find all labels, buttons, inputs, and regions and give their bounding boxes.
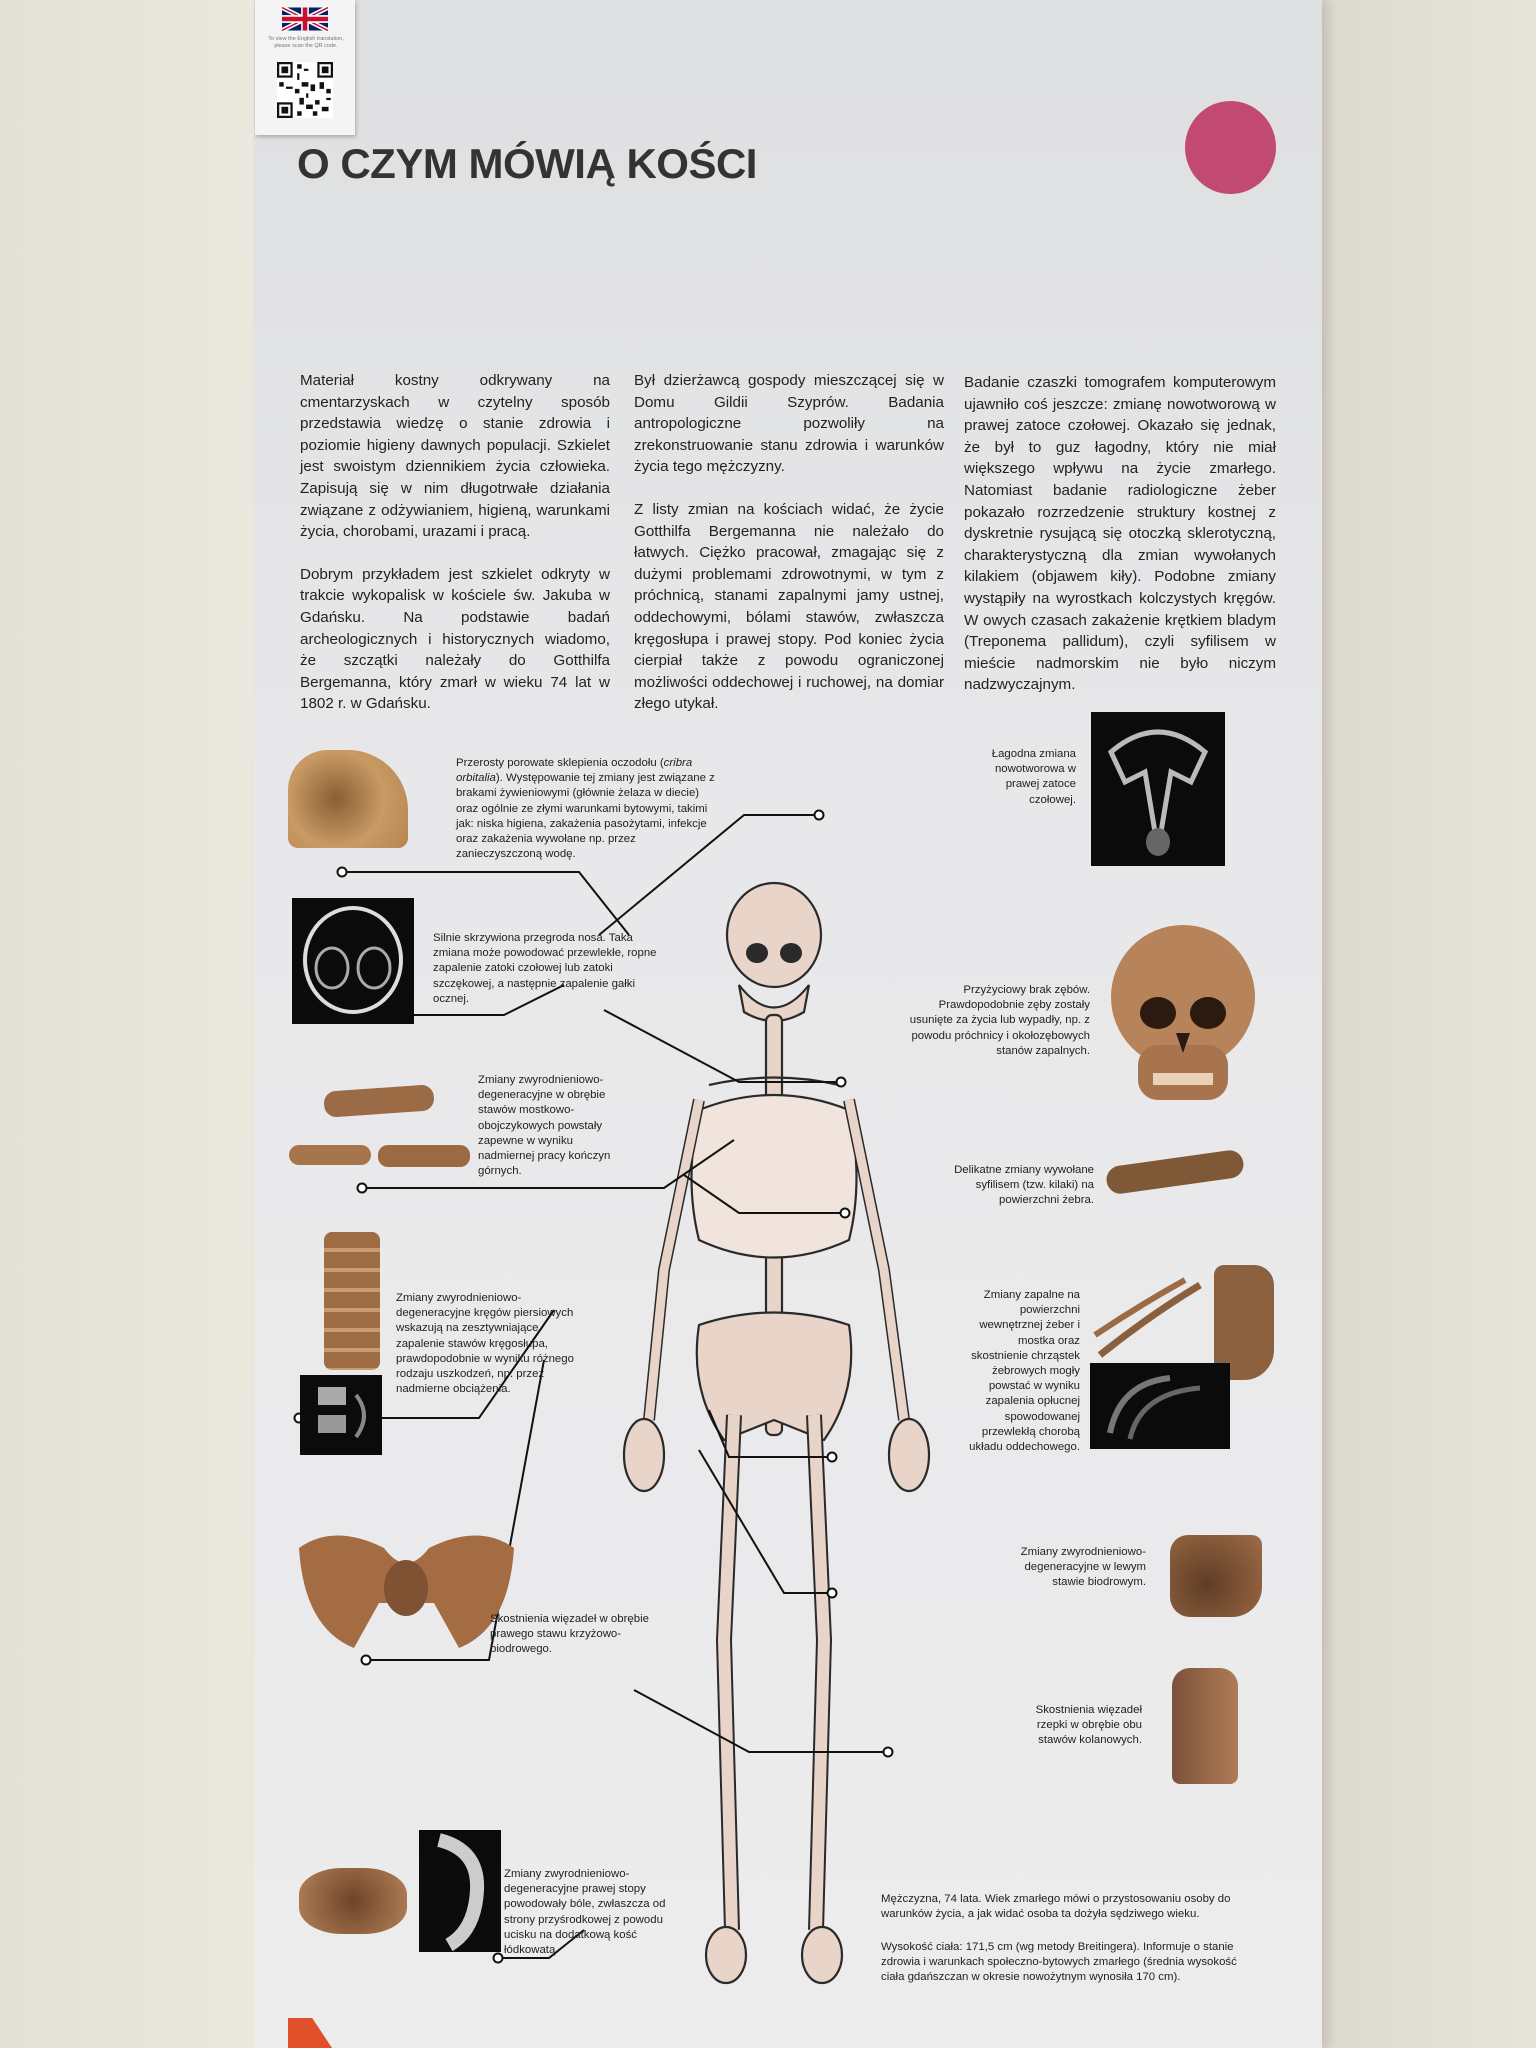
paragraph: Z listy zmian na kościach widać, że życie Gotthilfa Bergemanna nie należało do łatwych. Ciężko pracował, zmagając się z dużymi problemami zdrowotnymi, w tym z próchnicą, stanami zapalnymi jamy ustnej, oddechowymi, bólami stawów, zwłaszcza kręgosłupa i prawej stopy. Pod koniec życia cierpiał także z powodu ograniczonej możliwości oddechowej i ruchowej, na domiar złego utykał. xyxy=(634,500,944,713)
annotation-teeth: Przyżyciowy brak zębów. Prawdopodobnie zęby zostały usunięte za życia lub wypadły, np. z powodu próchnicy i okołozębowych stanów zapalnych. xyxy=(909,984,1090,1057)
annotation-foot: Zmiany zwyrodnieniowo-degeneracyjne prawej stopy powodowały bóle, zwłaszcza od strony przyśrodkowej z powodu ucisku na dodatkową kość łódkowatą. xyxy=(504,1868,666,1957)
page-title: O CZYM MÓWIĄ KOŚCI xyxy=(297,140,757,187)
paragraph: Badanie czaszki tomografem komputerowym ujawniło coś jeszcze: zmianę nowotworową w prawej zatoce czołowej. Okazało się jednak, że był to guz łagodny, który nie miał większego wpływu na życie zmarłego. Natomiast badanie radiologiczne żeber pokazało rozrzedzenie struktury kostnej z dyskretnie rysującą się otoczką sklerotyczną, charakterystyczną dla zmian wywołanych kilakiem (objawem kiły). Podobne zmiany wystąpiły na wyrostkach kolczystych kręgów. W owych czasach zakażenie krętkiem bladym (Treponema pallidum), czyli syfilisem w mieście nadmorskim nie było niczym nadzwyczajnym. xyxy=(964,374,1276,694)
skull-photo xyxy=(1108,925,1258,1105)
ct-skull-photo xyxy=(1091,712,1225,866)
ct-sinus-photo xyxy=(292,898,414,1024)
clavicle-photo xyxy=(289,1145,371,1165)
spine-xray-photo xyxy=(300,1375,382,1455)
qr-caption: To view the English translation, please scan the QR code. xyxy=(268,36,344,49)
paragraph: Dobrym przykładem jest szkielet odkryty w trakcie wykopalisk w kościele św. Jakuba w Gdańsku. Na podstawie badań archeologicznych i historycznych wiadomo, że szczątki należały do Gotthilfa Bergemanna, który zmarł w wieku 74 lat w 1802 r. w Gdańsku. xyxy=(300,565,610,713)
annotation-sacroiliac: Skostnienia więzadeł w obrębie prawego stawu krzyżowo-biodrowego. xyxy=(490,1613,649,1656)
annotation-septum: Silnie skrzywiona przegroda nosa. Taka zmiana może powodować przewlekłe, ropne zapalenie zatoki czołowej lub zatoki szczękowej, a następnie zapalenie gałki ocznej. xyxy=(433,932,657,1005)
annotation-sternoclavicular: Zmiany zwyrodnieniowo-degeneracyjne w obrębie stawów mostkowo-obojczykowych powstały zapewne w wyniku nadmiernej pracy kończyn górnych. xyxy=(478,1074,611,1178)
pelvis-photo xyxy=(294,1518,519,1656)
annotation-hip: Zmiany zwyrodnieniowo-degeneracyjne w lewym stawie biodrowym. xyxy=(1020,1546,1146,1589)
clavicle-photo xyxy=(378,1145,470,1167)
wall-left xyxy=(0,0,255,2048)
foot-xray-photo xyxy=(419,1830,501,1952)
summary-height: Wysokość ciała: 171,5 cm (wg metody Breitingera). Informuje o stanie zdrowia i warunkach społeczno-bytowych zmarłego (średnia wysokość ciała gdańszczan w okresie nowożytnym wynosiła 170 cm). xyxy=(881,1941,1237,1984)
annotation-ribs: Zmiany zapalne na powierzchni wewnętrznej żeber i mostka oraz skostnienie chrząstek żebrowych mogły powstać w wyniku zapalenia opłucnej spowodowanej przewlekłą chorobą układu oddechowego. xyxy=(969,1289,1080,1454)
spine-photo xyxy=(324,1232,380,1370)
paragraph: Był dzierżawcą gospody mieszczącej się w Domu Gildii Szyprów. Badania antropologiczne pozwoliły na zrekonstruowanie stanu zdrowia i warunków życia tego mężczyzny. xyxy=(634,372,944,476)
summary-age: Mężczyzna, 74 lata. Wiek zmarłego mówi o przystosowaniu osoby do warunków życia, a jak widać osoba ta dożyła sędziwego wieku. xyxy=(881,1893,1231,1921)
annotation-cribra: Przerosty porowate sklepienia oczodołu (cribra orbitalia). Występowanie tej zmiany jest związane z brakami żywieniowymi (głównie żelaza w diecie) oraz ogólnie ze złymi warunkami bytowymi, takimi jak: niska higiena, zakażenia pasożytami, infekcje oraz zakażenia wywołane np. przez zanieczyszczoną wodę. xyxy=(456,757,715,861)
ribs-xray-photo xyxy=(1090,1363,1230,1449)
foot-photo xyxy=(299,1868,407,1934)
wall-right xyxy=(1300,0,1536,2048)
annotation-tumor: Łagodna zmiana nowotworowa w prawej zatoce czołowej. xyxy=(991,748,1076,806)
ribs-photo xyxy=(1090,1275,1220,1365)
paragraph: Materiał kostny odkrywany na cmentarzyskach w czytelny sposób przedstawia wiedzę o stanie zdrowia i poziomie higieny dawnych populacji. Szkielet jest swoistym dziennikiem życia człowieka. Zapisują się w nim długotrwałe działania związane z odżywianiem, higieną, warunkami życia, chorobami, urazami i pracą. xyxy=(300,372,610,541)
hip-bone-photo xyxy=(1170,1535,1262,1617)
annotation-knee: Skostnienia więzadeł rzepki w obrębie obu stawów kolanowych. xyxy=(1035,1704,1142,1747)
annotation-vertebrae: Zmiany zwyrodnieniowo-degeneracyjne kręgów piersiowych wskazują na zesztywniające zapalenie stawów kręgosłupa, prawdopodobnie w wyniku różnego rodzaju uszkodzeń, np. przez nadmierne obciążenia. xyxy=(396,1292,574,1396)
exhibition-board xyxy=(254,0,1322,2048)
annotation-syphilis: Delikatne zmiany wywołane syfilisem (tzw. kilaki) na powierzchni żebra. xyxy=(954,1164,1094,1207)
patella-photo xyxy=(1172,1668,1238,1784)
